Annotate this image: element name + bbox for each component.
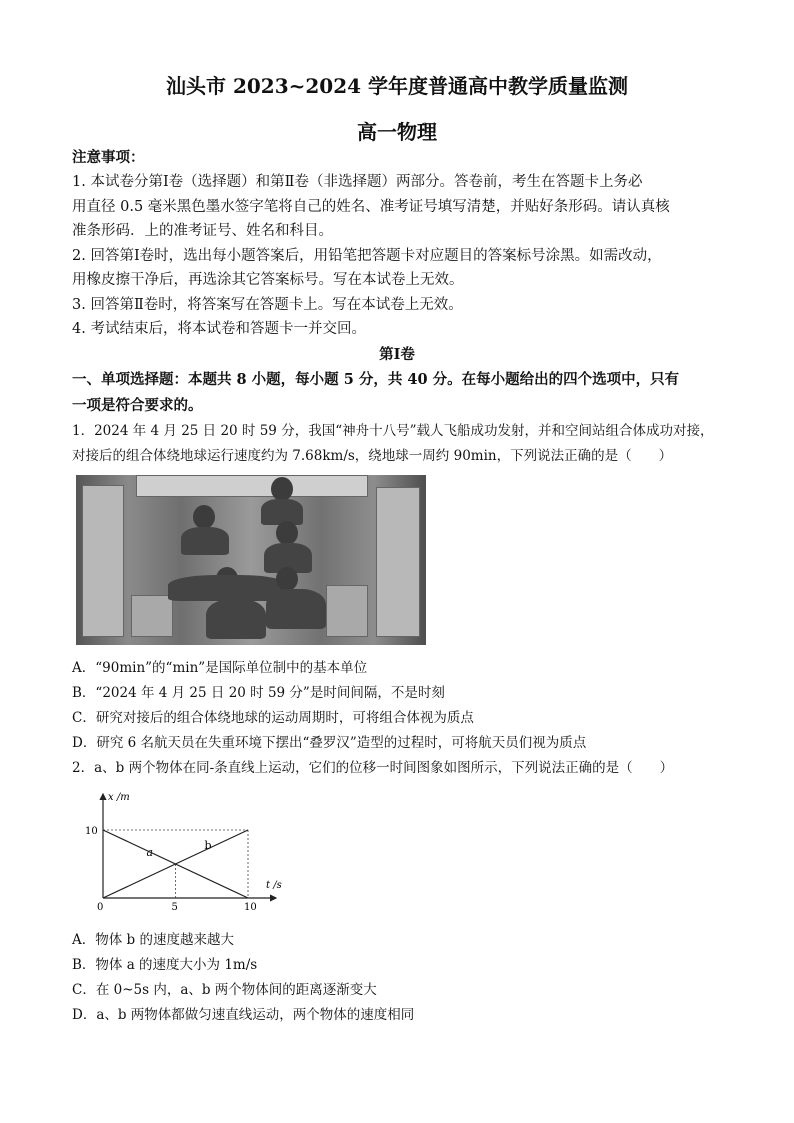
x-tick-label: 10 [244,902,257,913]
series-label-a: a [146,845,154,859]
x-tick-label: 0 [97,902,104,913]
question-1-stem: 1．2024 年 4 月 25 日 20 时 59 分，我国“神舟十八号”载人飞船成功发射，并和空间站组合体成功对接， [72,423,714,439]
notice-line: 3. 回答第Ⅱ卷时，将答案写在答题卡上。写在本试卷上无效。 [72,297,463,313]
space-station-photo [76,475,426,645]
question-1-option: C．研究对接后的组合体绕地球的运动周期时，可将组合体视为质点 [72,710,474,726]
notice-line: 1. 本试卷分第Ⅰ卷（选择题）和第Ⅱ卷（非选择题）两部分。答卷前，考生在答题卡上务必 [72,174,643,190]
notice-line: 4. 考试结束后，将本试卷和答题卡一并交回。 [72,321,366,337]
displacement-time-graph [76,788,296,920]
notice-line: 2. 回答第Ⅰ卷时，选出每小题答案后，用铅笔把答题卡对应题目的答案标号涂黑。如需改动， [72,248,662,264]
x-axis-label: t /s [266,880,282,891]
page-subtitle: 高一物理 [357,120,437,144]
notice-line: 准条形码．上的准考证号、姓名和科目。 [72,223,333,239]
question-1-option: D．研究 6 名航天员在失重环境下摆出“叠罗汉”造型的过程时，可将航天员们视为质点 [72,735,587,751]
question-1-option: B．“2024 年 4 月 25 日 20 时 59 分”是时间间隔，不是时刻 [72,685,445,701]
page-title: 汕头市 2023~2024 学年度普通高中教学质量监测 [165,74,628,98]
question-2-option: A．物体 b 的速度越来越大 [72,932,234,948]
question-1-option: A．“90min”的“min”是国际单位制中的基本单位 [72,660,368,676]
question-2-option: D．a、b 两物体都做匀速直线运动，两个物体的速度相同 [72,1007,415,1023]
question-2-option: B．物体 a 的速度大小为 1m/s [72,957,258,973]
y-tick-label: 10 [85,826,98,837]
section-instruction: 一项是符合要求的。 [72,397,203,414]
section-instruction: 一、单项选择题：本题共 8 小题，每小题 5 分，共 40 分。在每小题给出的四个选项中，只有 [72,371,680,388]
question-2-option: C．在 0~5s 内，a、b 两个物体间的距离逐渐变大 [72,982,377,998]
x-tick-label: 5 [171,902,178,913]
y-axis-label: x /m [108,792,130,803]
notice-line: 用橡皮擦干净后，再选涂其它答案标号。写在本试卷上无效。 [72,272,464,288]
question-1-stem: 对接后的组合体绕地球运行速度约为 7.68km/s，绕地球一周约 90min，下列说法正确的是（ ） [72,448,673,464]
notice-heading: 注意事项： [72,149,145,166]
question-2-stem: 2．a、b 两个物体在同-条直线上运动，它们的位移一时间图象如图所示，下列说法正确的是（ ） [72,760,674,776]
notice-line: 用直径 0.5 毫米黑色墨水签字笔将自己的姓名、准考证号填写清楚，并贴好条形码。请认真核 [72,199,670,215]
section-title: 第Ⅰ卷 [379,346,415,363]
series-label-b: b [204,839,212,853]
